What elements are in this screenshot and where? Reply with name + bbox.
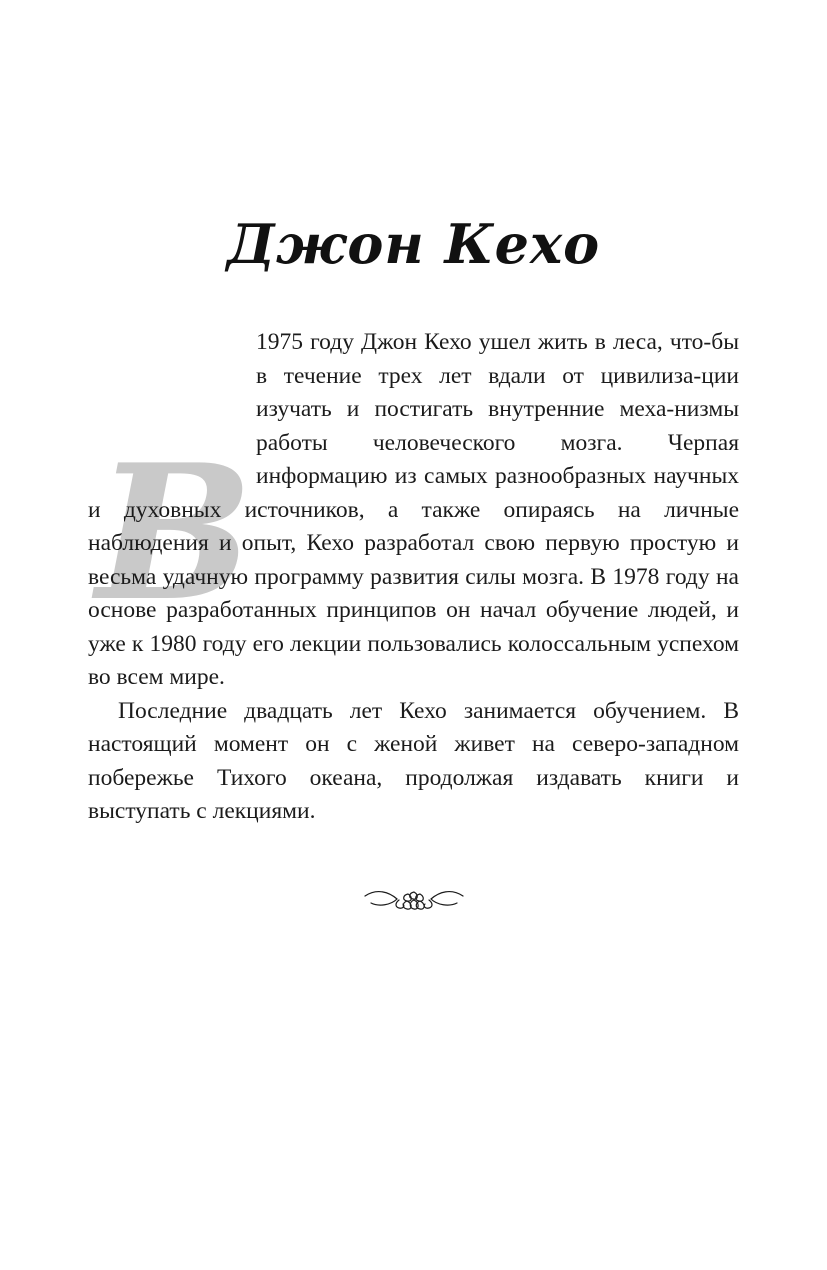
flourish-icon — [359, 883, 469, 917]
dropcap-float-spacer — [88, 326, 256, 464]
body-block — [88, 326, 739, 829]
page-title: Джон Кехо — [226, 212, 601, 276]
paragraph-first — [88, 326, 739, 695]
page-content — [88, 212, 739, 922]
drop-cap-letter: В — [96, 423, 254, 643]
paragraph-first-text: 1975 году Джон Кехо ушел жить в леса, что-бы в течение трех лет вдали от цивилиза-ции изучать и постигать внутренние меха-низмы работы человеческого мозга. Черпая информацию из самых разнообразных научных и духовных источников, а также опираясь на личные наблюдения и опыт, Кехо разработал свою первую простую и весьма удачную программу развития силы мозга. В 1978 году на основе разработанных принципов он начал обучение людей, и уже к 1980 году его лекции пользовались колоссальным успехом во всем мире. — [88, 329, 739, 691]
paragraph-second: Последние двадцать лет Кехо занимается обучением. В настоящий момент он с женой живет на северо-западном побережье Тихого океана, продолжая издавать книги и выступать с лекциями. — [88, 697, 739, 825]
ornament-divider — [88, 883, 739, 922]
